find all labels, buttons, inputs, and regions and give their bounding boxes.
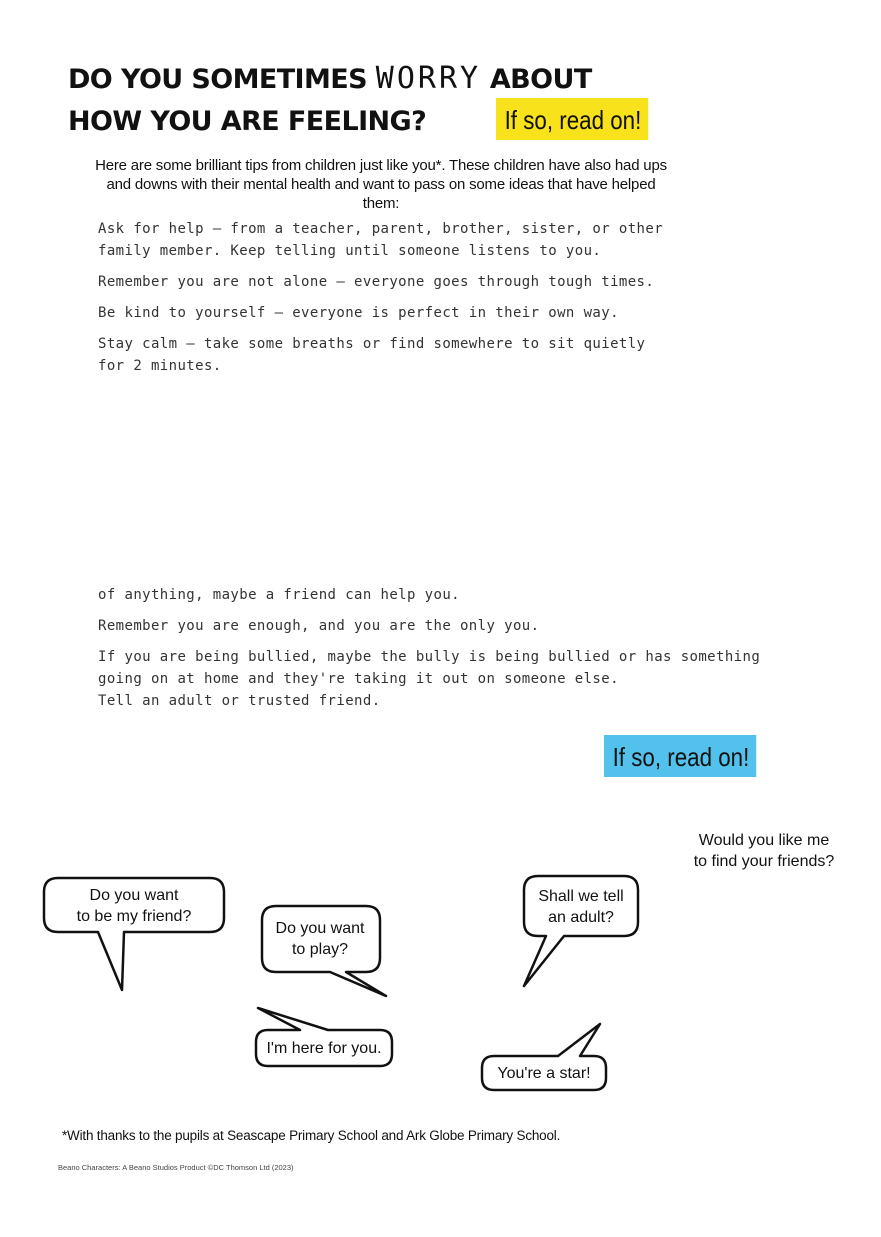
tip-friend-help: of anything, maybe a friend can help you. [98,587,460,603]
bubble-text-adult: Shall we tell an adult? [538,888,624,926]
footnote-thanks: *With thanks to the pupils at Seascape Primary School and Ark Globe Primary School. [62,1128,561,1143]
bubble-text-star: You're a star! [497,1065,591,1082]
title-worry-word: WORRY [375,61,482,96]
find-friends-text: Would you like me to find your friends? [693,832,835,870]
title-line-2: HOW YOU ARE FEELING? [68,106,427,137]
bubble-text-play: Do you want to play? [275,920,365,958]
title-part-1: DO YOU SOMETIMES [68,64,376,95]
copyright-credits: Beano Characters: A Beano Studios Product ©DC Thomson Ltd (2023) [58,1163,294,1172]
bubble-text-friend: Do you want to be my friend? [76,887,192,925]
read-on-sticker-blue: If so, read on! [604,735,756,777]
tip-be-kind: Be kind to yourself – everyone is perfect in their own way. [98,305,619,321]
title-part-2: ABOUT [481,64,592,95]
bubble-text-here: I'm here for you. [266,1040,382,1057]
intro-paragraph: Here are some brilliant tips from children just like you*. These children have also had ups and downs with their mental health and want to pass on some ideas that have helped them: [95,157,667,212]
read-on-sticker-yellow: If so, read on! [496,98,648,140]
tip-bullied: If you are being bullied, maybe the bully is being bullied or has something going on at home and they're taking it out on someone else. Tell an adult or trusted friend. [98,649,761,709]
tip-stay-calm: Stay calm – take some breaths or find somewhere to sit quietly for 2 minutes. [98,336,646,374]
tip-ask-for-help: Ask for help – from a teacher, parent, brother, sister, or other family member. Keep telling until someone listens to you. [98,221,664,259]
tip-you-are-enough: Remember you are enough, and you are the only you. [98,618,540,634]
tip-not-alone: Remember you are not alone – everyone goes through tough times. [98,274,655,290]
